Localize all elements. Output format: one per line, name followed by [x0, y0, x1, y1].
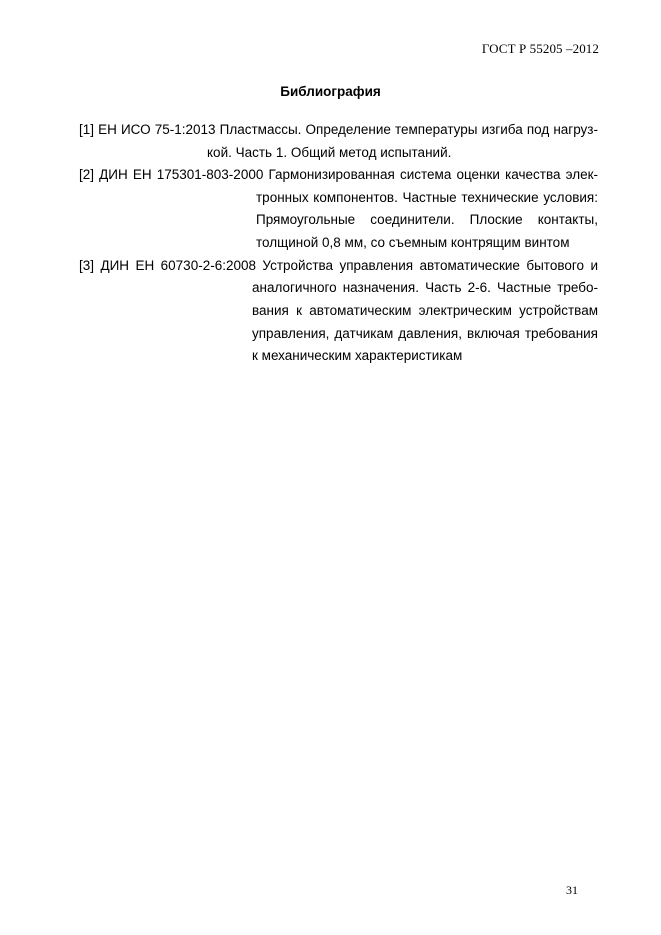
- page-number: 31: [566, 883, 578, 897]
- entry-line: вания к автоматическим электрическим устройствам: [252, 303, 598, 318]
- page-title: Библиография: [280, 84, 381, 99]
- entry-line: [3] ДИН ЕН 60730-2-6:2008 Устройства управления автоматические бытового и: [79, 258, 598, 273]
- entry-line: [2] ДИН ЕН 175301-803-2000 Гармонизированная система оценки качества элек-: [79, 167, 598, 182]
- entry-line: толщиной 0,8 мм, со съемным контрящим винтом: [256, 235, 570, 250]
- entry-line: Прямоугольные соединители. Плоские контакты,: [256, 212, 598, 227]
- entry-line: [1] ЕН ИСО 75-1:2013 Пластмассы. Определение температуры изгиба под нагруз-: [79, 122, 598, 137]
- entry-line: к механическим характеристикам: [252, 348, 463, 363]
- entry-line: аналогичного назначения. Часть 2-6. Частные требо-: [252, 280, 598, 295]
- entry-line: тронных компонентов. Частные технические условия:: [256, 190, 598, 205]
- entry-line: кой. Часть 1. Общий метод испытаний.: [207, 145, 452, 160]
- standard-code-header: ГОСТ Р 55205 –2012: [481, 41, 599, 56]
- entry-line: управления, датчикам давления, включая требования: [252, 326, 598, 341]
